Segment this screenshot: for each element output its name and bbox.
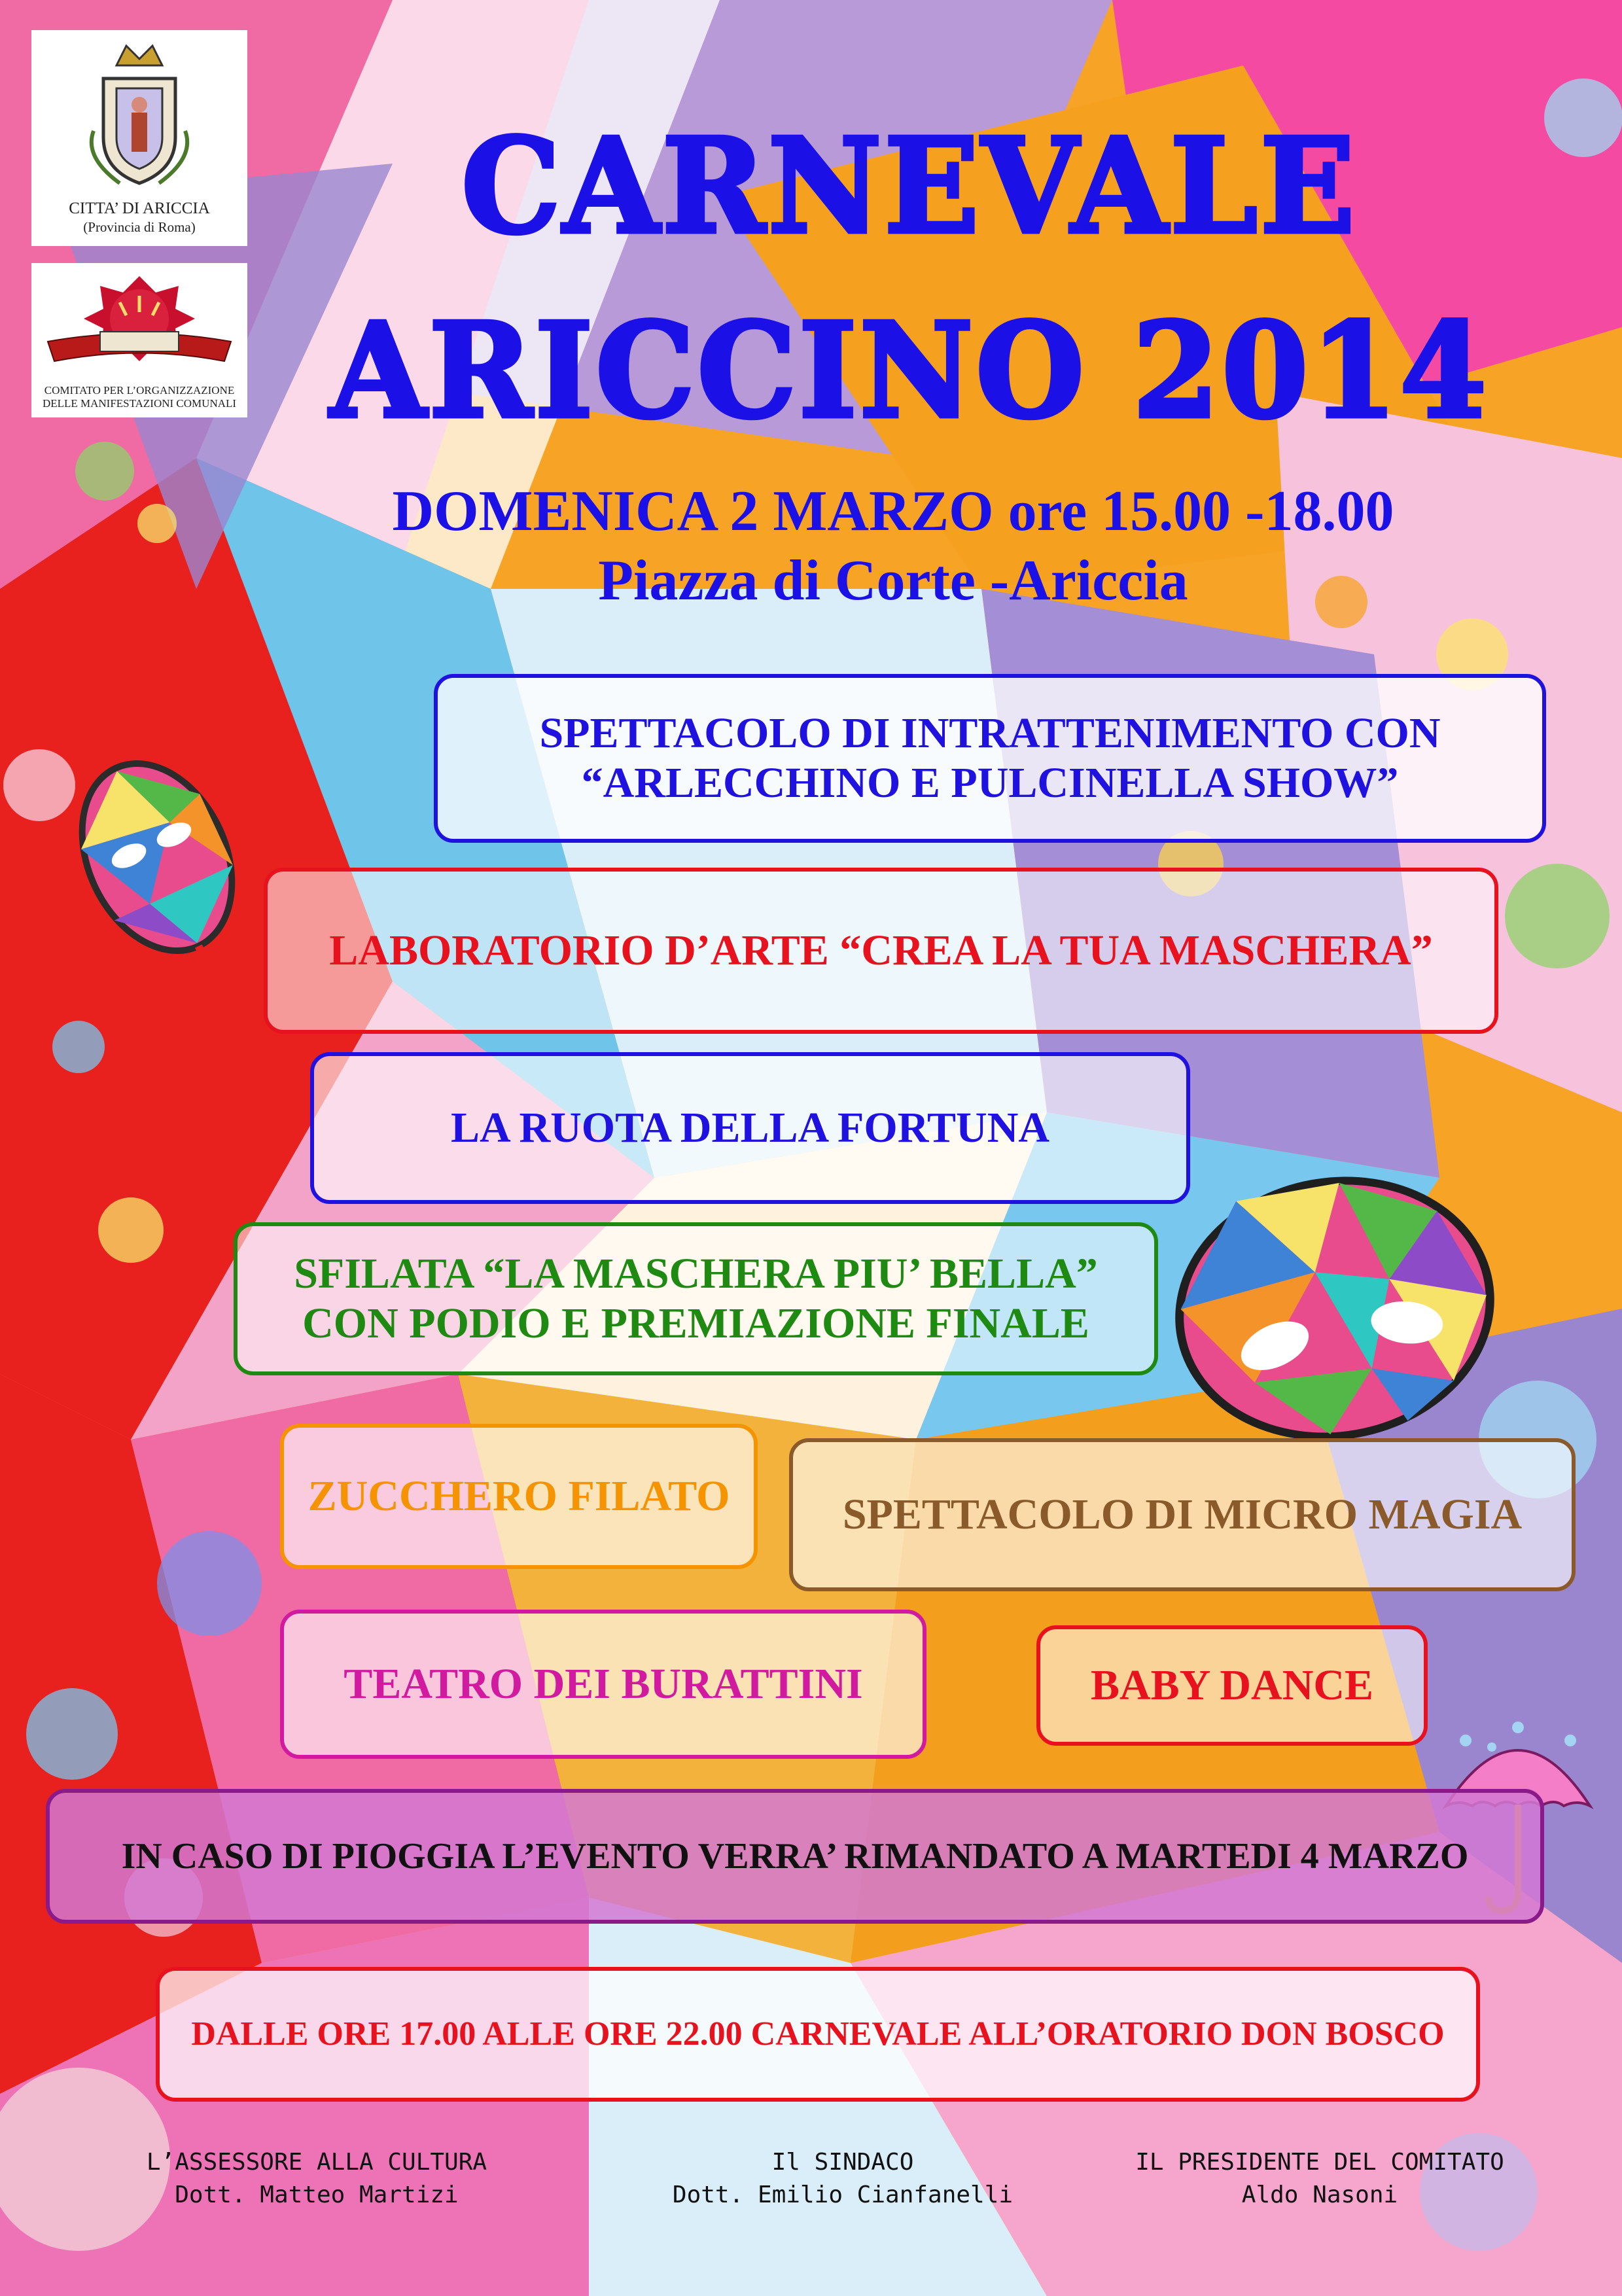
evening-notice-box	[156, 1967, 1480, 2102]
activity-cotton-candy-label: ZUCCHERO FILATO	[308, 1472, 730, 1520]
activity-wheel-label: LA RUOTA DELLA FORTUNA	[450, 1104, 1050, 1152]
activity-baby-dance-label: BABY DANCE	[1090, 1661, 1374, 1709]
activity-puppet-label: TEATRO DEI BURATTINI	[344, 1660, 863, 1708]
city-province-label: (Provincia di Roma)	[83, 219, 196, 235]
activity-entertainment-line1: SPETTACOLO DI INTRATTENIMENTO CON	[539, 709, 1441, 757]
activity-box-baby-dance	[1036, 1625, 1428, 1746]
activity-art-workshop-label: LABORATORIO D’ARTE “CREA LA TUA MASCHERA”	[329, 927, 1433, 974]
activity-entertainment-line2: “ARLECCHINO E PULCINELLA SHOW”	[581, 759, 1399, 807]
committee-name-line2: DELLE MANIFESTAZIONI COMUNALI	[42, 397, 237, 410]
city-logo-box	[31, 30, 247, 246]
city-name-label: CITTA’ DI ARICCIA	[69, 200, 210, 217]
poster-title-line2: ARICCINO 2014	[330, 294, 1489, 448]
signature-mayor-name: Dott. Emilio Cianfanelli	[672, 2181, 1014, 2208]
signature-mayor	[614, 2146, 1072, 2212]
activity-parade-line2: CON PODIO E PREMIAZIONE FINALE	[302, 1299, 1089, 1347]
activity-box-micro-magic	[789, 1438, 1576, 1591]
signature-assessor-role: L’ASSESSORE ALLA CULTURA	[146, 2149, 487, 2176]
activity-micro-magic-label: SPETTACOLO DI MICRO MAGIA	[842, 1491, 1523, 1538]
signature-president-name: Aldo Nasoni	[1241, 2181, 1398, 2208]
activity-box-wheel-of-fortune	[310, 1052, 1190, 1204]
committee-emblem-icon	[41, 263, 238, 381]
rain-notice-box	[46, 1789, 1544, 1924]
signature-mayor-role: Il SINDACO	[771, 2149, 914, 2176]
evening-notice-text: DALLE ORE 17.00 ALLE ORE 22.00 CARNEVALE ALL’ORATORIO DON BOSCO	[191, 2015, 1445, 2053]
activity-box-entertainment	[434, 674, 1546, 843]
event-date-time: DOMENICA 2 MARZO ore 15.00 -18.00	[392, 480, 1394, 543]
city-coat-of-arms-icon	[80, 39, 198, 196]
signature-assessor	[88, 2146, 546, 2212]
activity-box-mask-parade	[234, 1222, 1158, 1375]
signature-assessor-name: Dott. Matteo Martizi	[175, 2181, 459, 2208]
rain-notice-text: IN CASO DI PIOGGIA L’EVENTO VERRA’ RIMANDATO A MARTEDI 4 MARZO	[121, 1836, 1469, 1877]
signature-committee-president	[1091, 2146, 1549, 2212]
activity-parade-line1: SFILATA “LA MASCHERA PIU’ BELLA”	[294, 1250, 1098, 1298]
activity-box-puppet-theater	[280, 1610, 926, 1759]
activity-box-cotton-candy	[280, 1424, 758, 1569]
activity-box-art-workshop	[264, 868, 1498, 1034]
event-place: Piazza di Corte -Ariccia	[598, 549, 1188, 612]
committee-name-line1: COMITATO PER L’ORGANIZZAZIONE	[44, 384, 235, 397]
signature-president-role: IL PRESIDENTE DEL COMITATO	[1135, 2149, 1504, 2176]
poster-title-line1: CARNEVALE	[461, 109, 1358, 263]
committee-logo-box	[31, 263, 247, 417]
